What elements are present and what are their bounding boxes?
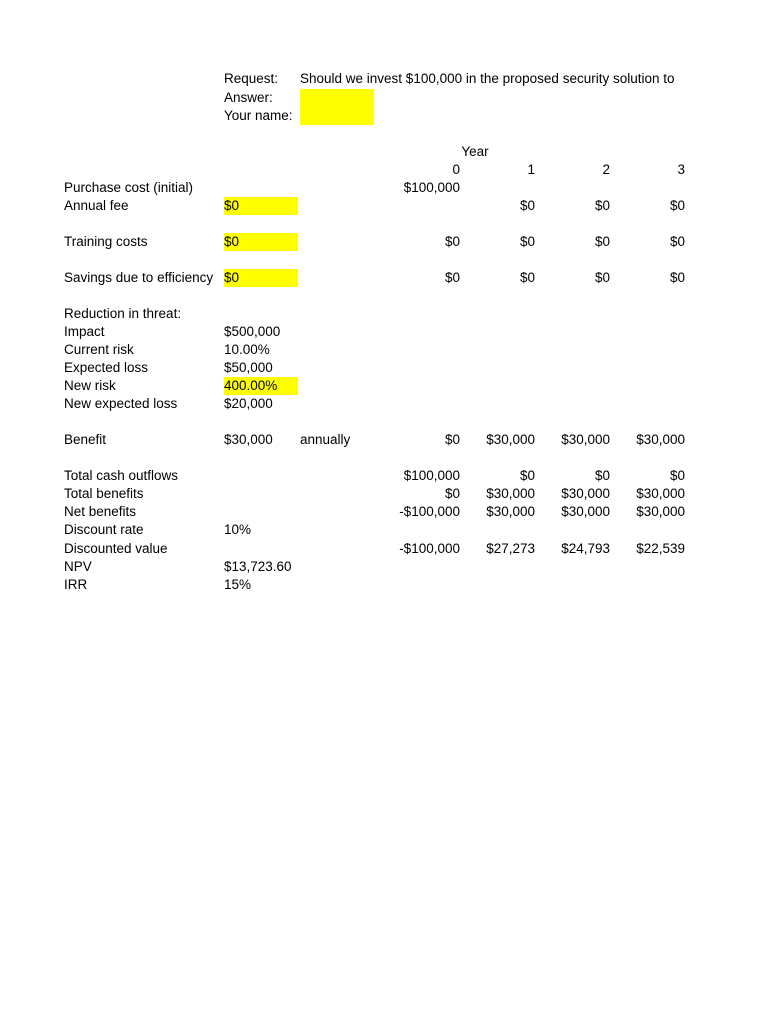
answer-input-cell[interactable] (300, 89, 374, 125)
benefit-y2: $30,000 (561, 432, 610, 447)
year-0-header: 0 (452, 162, 460, 177)
irr-label: IRR (64, 577, 88, 592)
total-outflows-y1: $0 (519, 468, 535, 483)
benefit-label: Benefit (64, 432, 107, 447)
year-header: Year (461, 144, 489, 159)
annual-fee-y1: $0 (519, 198, 535, 213)
benefit-value: $30,000 (224, 432, 273, 447)
new-risk-input[interactable]: 400.00% (224, 377, 298, 395)
training-costs-y1: $0 (519, 234, 535, 249)
benefit-y1: $30,000 (486, 432, 535, 447)
savings-y1: $0 (519, 270, 535, 285)
discounted-value-y3: $22,539 (636, 541, 685, 556)
training-costs-y3: $0 (669, 234, 685, 249)
total-outflows-y2: $0 (594, 468, 610, 483)
threat-heading: Reduction in threat: (64, 306, 182, 321)
discounted-value-y0: -$100,000 (399, 541, 460, 556)
request-label: Request: (224, 71, 279, 86)
savings-y2: $0 (594, 270, 610, 285)
impact-label: Impact (64, 324, 105, 339)
discount-rate-value: 10% (224, 522, 252, 537)
annual-fee-input[interactable]: $0 (224, 197, 298, 215)
expected-loss-label: Expected loss (64, 360, 149, 375)
discounted-value-y2: $24,793 (561, 541, 610, 556)
savings-label: Savings due to efficiency (64, 270, 214, 285)
npv-label: NPV (64, 559, 92, 574)
savings-y3: $0 (669, 270, 685, 285)
answer-label: Answer: (224, 90, 273, 105)
expected-loss-value: $50,000 (224, 360, 273, 375)
total-benefits-y3: $30,000 (636, 486, 685, 501)
annual-fee-y2: $0 (594, 198, 610, 213)
benefit-note: annually (300, 432, 351, 447)
discount-rate-label: Discount rate (64, 522, 144, 537)
request-text: Should we invest $100,000 in the proposed security solution to (300, 71, 675, 86)
savings-input[interactable]: $0 (224, 269, 298, 287)
net-benefits-label: Net benefits (64, 504, 137, 519)
year-3-header: 3 (677, 162, 685, 177)
new-expected-loss-label: New expected loss (64, 396, 178, 411)
training-costs-input[interactable]: $0 (224, 233, 298, 251)
purchase-cost-y0: $100,000 (403, 180, 460, 195)
savings-y0: $0 (444, 270, 460, 285)
total-outflows-label: Total cash outflows (64, 468, 179, 483)
total-outflows-y3: $0 (669, 468, 685, 483)
npv-value: $13,723.60 (224, 559, 292, 574)
current-risk-value: 10.00% (224, 342, 270, 357)
your-name-label: Your name: (224, 108, 293, 123)
net-benefits-y0: -$100,000 (399, 504, 460, 519)
net-benefits-y1: $30,000 (486, 504, 535, 519)
new-expected-loss-value: $20,000 (224, 396, 273, 411)
total-benefits-y1: $30,000 (486, 486, 535, 501)
training-costs-y0: $0 (444, 234, 460, 249)
benefit-y0: $0 (444, 432, 460, 447)
year-2-header: 2 (602, 162, 610, 177)
total-benefits-y0: $0 (444, 486, 460, 501)
annual-fee-y3: $0 (669, 198, 685, 213)
discounted-value-y1: $27,273 (486, 541, 535, 556)
year-1-header: 1 (527, 162, 535, 177)
annual-fee-label: Annual fee (64, 198, 129, 213)
irr-value: 15% (224, 577, 252, 592)
net-benefits-y3: $30,000 (636, 504, 685, 519)
benefit-y3: $30,000 (636, 432, 685, 447)
training-costs-y2: $0 (594, 234, 610, 249)
total-outflows-y0: $100,000 (403, 468, 460, 483)
net-benefits-y2: $30,000 (561, 504, 610, 519)
impact-value: $500,000 (224, 324, 281, 339)
training-costs-label: Training costs (64, 234, 148, 249)
discounted-value-label: Discounted value (64, 541, 168, 556)
total-benefits-y2: $30,000 (561, 486, 610, 501)
current-risk-label: Current risk (64, 342, 134, 357)
new-risk-label: New risk (64, 378, 116, 393)
total-benefits-label: Total benefits (64, 486, 144, 501)
purchase-cost-label: Purchase cost (initial) (64, 180, 194, 195)
